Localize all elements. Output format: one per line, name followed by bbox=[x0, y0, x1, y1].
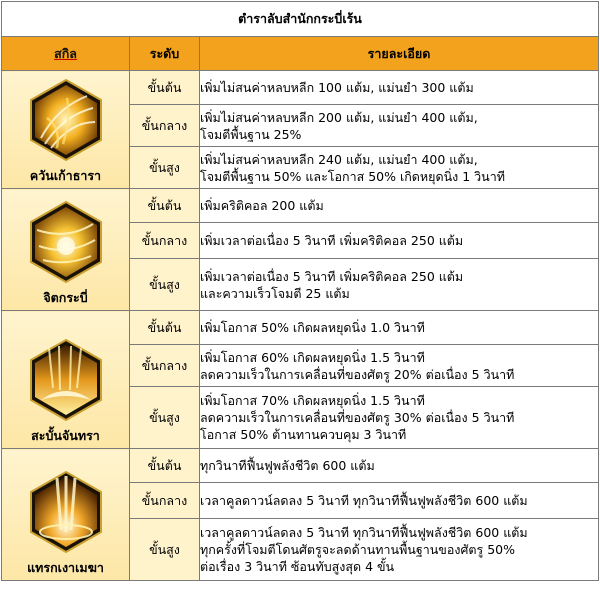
level-label: ขั้นกลาง bbox=[130, 483, 200, 519]
skill-cell-1 bbox=[2, 71, 130, 189]
skill-cell-4 bbox=[2, 449, 130, 581]
level-label: ขั้นสูง bbox=[130, 259, 200, 311]
skill-name: แทรกเงาเมฆา bbox=[27, 560, 104, 575]
golden-smoke-skill-icon bbox=[27, 78, 105, 162]
sword-spirit-skill-icon bbox=[27, 200, 105, 284]
level-label: ขั้นกลาง bbox=[130, 345, 200, 387]
level-description: เพิ่มคริติคอล 200 แต้ม bbox=[200, 189, 599, 223]
level-label: ขั้นสูง bbox=[130, 147, 200, 189]
header-detail: รายละเอียด bbox=[200, 37, 599, 71]
level-description: เวลาคูลดาวน์ลดลง 5 วินาที ทุกวินาทีฟื้นฟูพลังชีวิต 600 แต้ม ทุกครั้งที่โจมตีโดนศัตรูจะลดด้านทานพื้นฐานของศัตรู 50% ต่อเรื่อง 3 วินาที ซ้อนทับสูงสุด 4 ขั้น bbox=[200, 519, 599, 581]
skill-name: ควันเก้าธารา bbox=[29, 168, 102, 183]
skill-table bbox=[1, 1, 599, 581]
level-description: ทุกวินาทีฟื้นฟูพลังชีวิต 600 แต้ม bbox=[200, 449, 599, 483]
skill-cell-3 bbox=[2, 311, 130, 449]
moon-sever-skill-icon bbox=[27, 338, 105, 422]
skill-name: สะบั้นจันทรา bbox=[31, 428, 100, 443]
level-description: เพิ่มไม่สนค่าหลบหลีก 100 แต้ม, แม่นยำ 300 แต้ม bbox=[200, 71, 599, 105]
level-label: ขั้นสูง bbox=[130, 387, 200, 449]
level-description: เพิ่มไม่สนค่าหลบหลีก 240 แต้ม, แม่นยำ 400 แต้ม, โจมตีพื้นฐาน 50% และโอกาส 50% เกิดหยุดนิ่ง 1 วินาที bbox=[200, 147, 599, 189]
level-label: ขั้นต้น bbox=[130, 71, 200, 105]
level-label: ขั้นกลาง bbox=[130, 223, 200, 259]
skill-name: จิตกระบี่ bbox=[43, 290, 88, 305]
level-label: ขั้นต้น bbox=[130, 449, 200, 483]
level-description: เพิ่มเวลาต่อเนื่อง 5 วินาที เพิ่มคริติคอล 250 แต้ม และความเร็วโจมตี 25 แต้ม bbox=[200, 259, 599, 311]
cloud-shadow-skill-icon bbox=[27, 470, 105, 554]
level-description: เพิ่มโอกาส 60% เกิดผลหยุดนิ่ง 1.5 วินาที ลดความเร็วในการเคลื่อนที่ของศัตรู 20% ต่อเนื่อง 5 วินาที bbox=[200, 345, 599, 387]
level-description: เพิ่มไม่สนค่าหลบหลีก 200 แต้ม, แม่นยำ 400 แต้ม, โจมตีพื้นฐาน 25% bbox=[200, 105, 599, 147]
skill-cell-2 bbox=[2, 189, 130, 311]
level-label: ขั้นกลาง bbox=[130, 105, 200, 147]
level-description: เพิ่มโอกาส 50% เกิดผลหยุดนิ่ง 1.0 วินาที bbox=[200, 311, 599, 345]
level-description: เพิ่มโอกาส 70% เกิดผลหยุดนิ่ง 1.5 วินาที ลดความเร็วในการเคลื่อนที่ของศัตรู 30% ต่อเนื่อง 5 วินาที โอกาส 50% ต้านทานควบคุม 3 วินาที bbox=[200, 387, 599, 449]
level-description: เวลาคูลดาวน์ลดลง 5 วินาที ทุกวินาทีฟื้นฟูพลังชีวิต 600 แต้ม bbox=[200, 483, 599, 519]
header-level: ระดับ bbox=[130, 37, 200, 71]
level-label: ขั้นสูง bbox=[130, 519, 200, 581]
level-description: เพิ่มเวลาต่อเนื่อง 5 วินาที เพิ่มคริติคอล 250 แต้ม bbox=[200, 223, 599, 259]
table-title: ตำราลับสำนักกระบี่เร้น bbox=[2, 2, 599, 37]
level-label: ขั้นต้น bbox=[130, 189, 200, 223]
level-label: ขั้นต้น bbox=[130, 311, 200, 345]
header-skill: สกิล bbox=[2, 37, 130, 71]
